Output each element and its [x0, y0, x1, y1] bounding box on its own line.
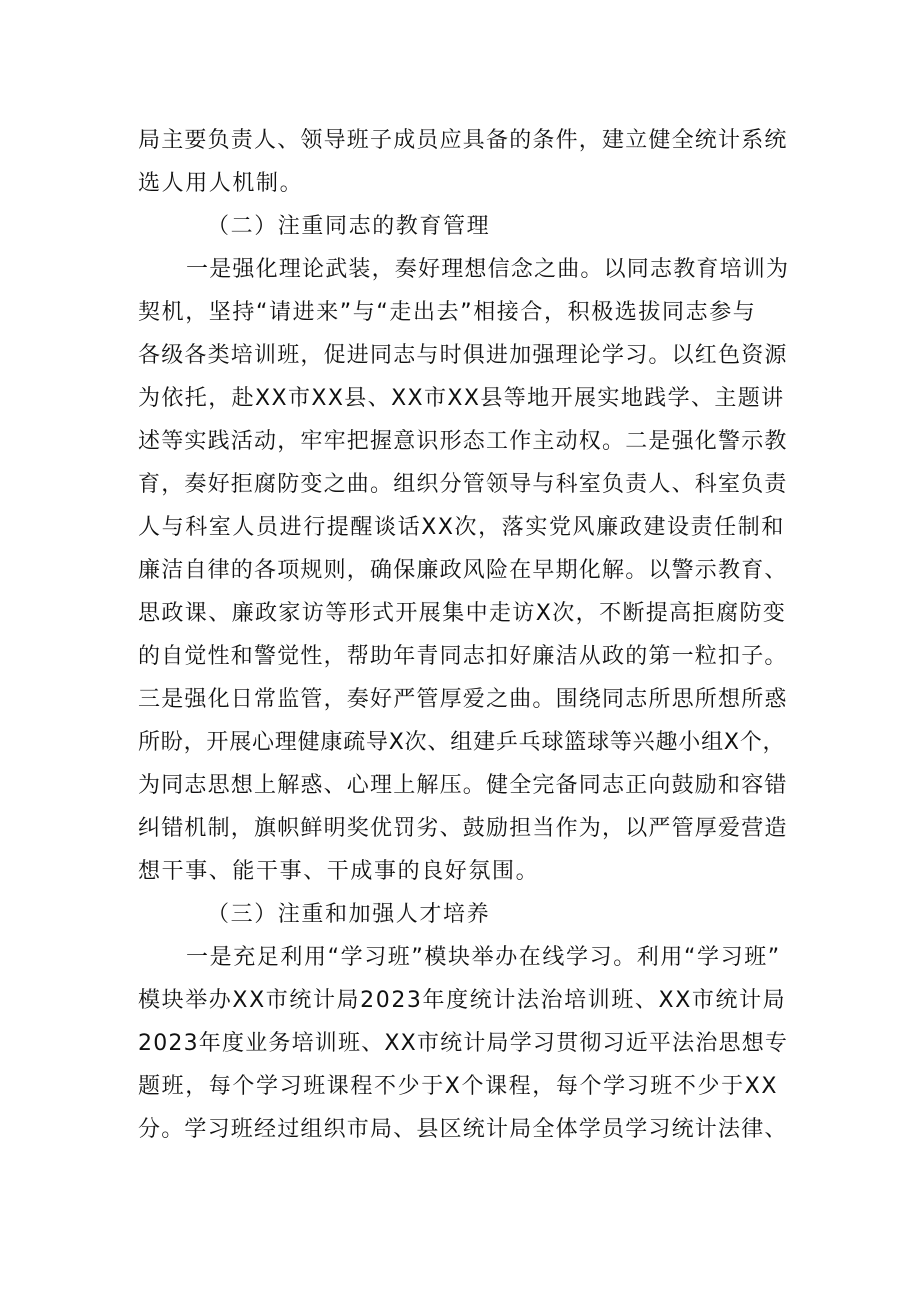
paragraph-line: 局主要负责人、领导班子成员应具备的条件，建立健全统计系统	[138, 128, 788, 153]
paragraph-line: 廉洁自律的各项规则，确保廉政风险在早期化解。以警示教育、	[138, 558, 788, 583]
paragraph-line: 为依托，赴XX市XX县、XX市XX县等地开展实地践学、主题讲	[138, 386, 785, 411]
paragraph-line: 为同志思想上解惑、心理上解压。健全完备同志正向鼓励和容错	[138, 773, 788, 798]
paragraph-line: 所盼，开展心理健康疏导X次、组建乒乓球篮球等兴趣小组X个，	[138, 730, 786, 755]
paragraph-line: 育，奏好拒腐防变之曲。组织分管领导与科室负责人、科室负责	[138, 472, 788, 497]
paragraph-line: 纠错机制，旗帜鲜明奖优罚劣、鼓励担当作为，以严管厚爱营造	[138, 816, 788, 841]
paragraph-line: 模块举办XX市统计局2023年度统计法治培训班、XX市统计局	[138, 988, 787, 1013]
paragraph-line: 的自觉性和警觉性，帮助年青同志扣好廉洁从政的第一粒扣子。	[138, 644, 788, 669]
paragraph-line: 契机，坚持“请进来”与“走出去”相接合，积极选拔同志参与	[138, 300, 757, 325]
paragraph-line: 三是强化日常监管，奏好严管厚爱之曲。围绕同志所思所想所惑	[138, 687, 788, 712]
paragraph-line: 分。学习班经过组织市局、县区统计局全体学员学习统计法律、	[138, 1117, 788, 1142]
paragraph-line: 述等实践活动，牢牢把握意识形态工作主动权。二是强化警示教	[138, 429, 788, 454]
paragraph-line: 一是充足利用“学习班”模块举办在线学习。利用“学习班”	[186, 945, 781, 970]
paragraph-line: 思政课、廉政家访等形式开展集中走访X次，不断提高拒腐防变	[138, 601, 787, 626]
paragraph-line: 一是强化理论武装，奏好理想信念之曲。以同志教育培训为	[186, 257, 790, 282]
paragraph-line: 选人用人机制。	[138, 171, 304, 196]
paragraph-line: 题班，每个学习班课程不少于X个课程，每个学习班不少于XX	[138, 1074, 779, 1099]
paragraph-line: 2023年度业务培训班、XX市统计局学习贯彻习近平法治思想专	[138, 1031, 789, 1056]
section-heading-2: （二）注重同志的教育管理	[207, 214, 491, 239]
paragraph-line: 各级各类培训班，促进同志与时俱进加强理论学习。以红色资源	[138, 343, 788, 368]
paragraph-line: 人与科室人员进行提醒谈话XX次，落实党风廉政建设责任制和	[138, 515, 785, 540]
paragraph-line: 想干事、能干事、干成事的良好氛围。	[138, 859, 540, 884]
section-heading-3: （三）注重和加强人才培养	[207, 902, 491, 927]
